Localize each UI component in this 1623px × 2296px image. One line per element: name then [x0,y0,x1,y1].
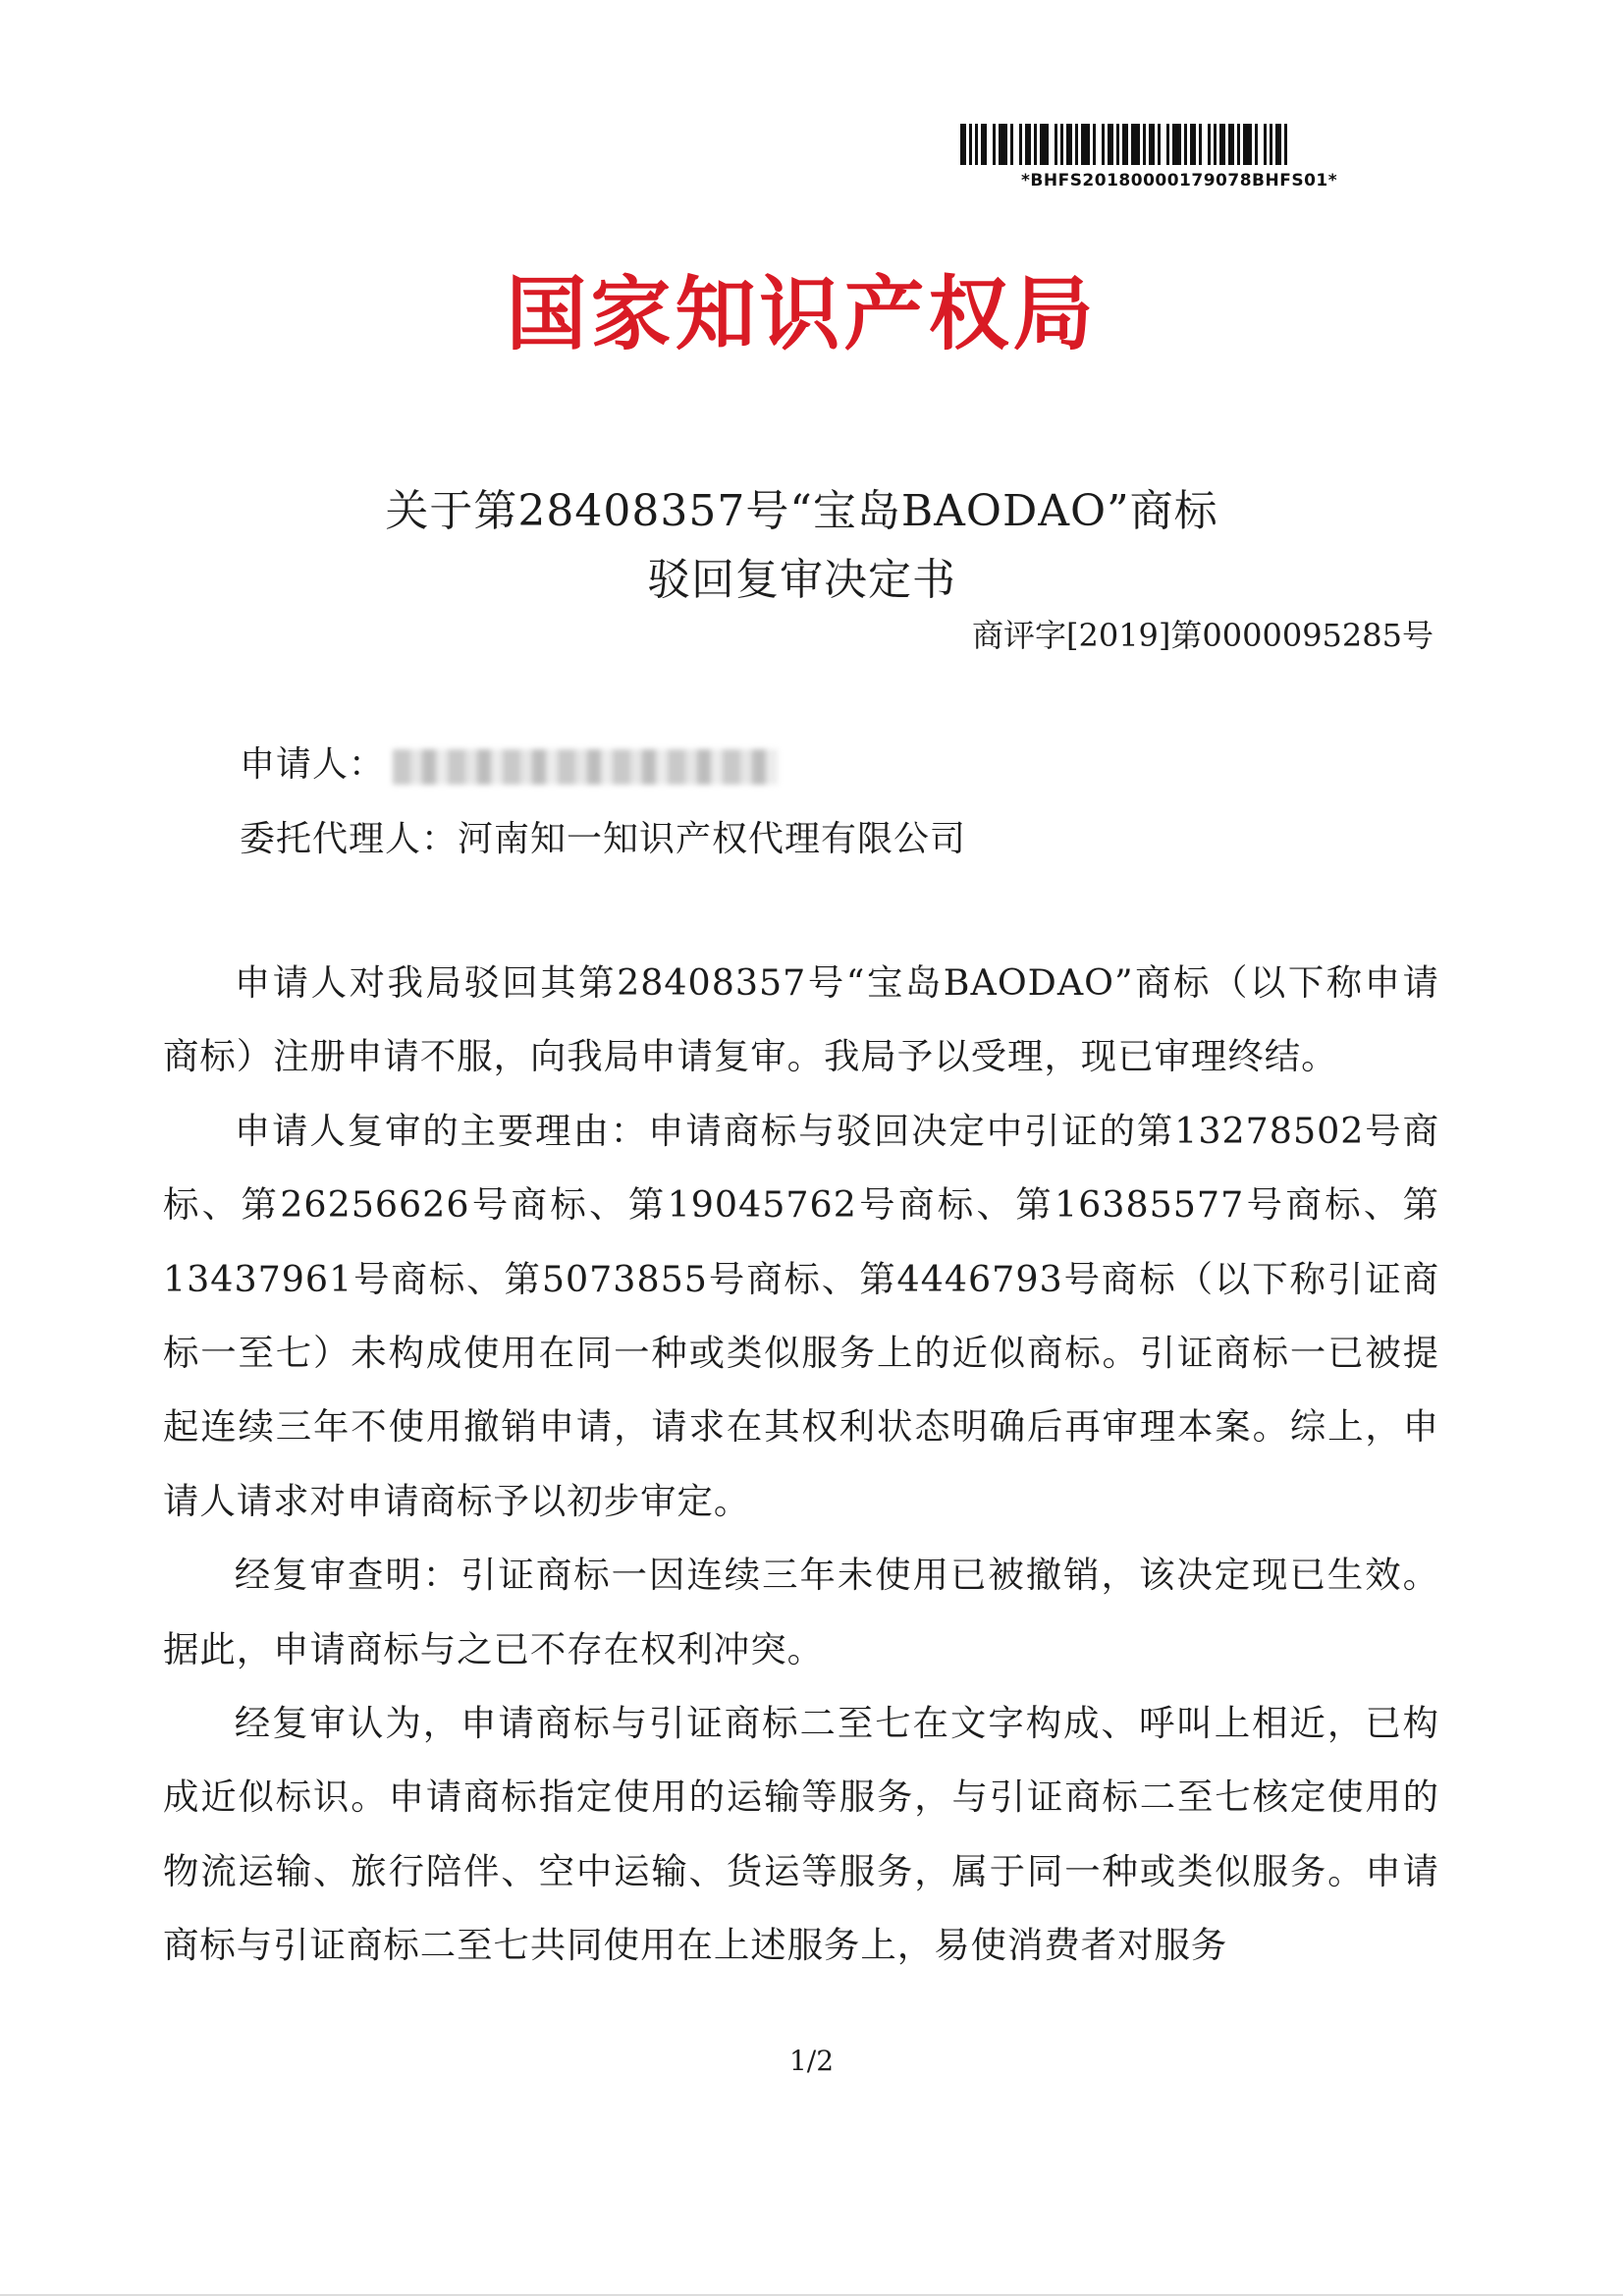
paragraph: 申请人对我局驳回其第28408357号“宝岛BAODAO”商标（以下称申请商标）注册申请不服，向我局申请复审。我局予以受理，现已审理终结。 [163,961,1439,1078]
applicant-name-redacted [393,749,778,785]
barcode-bar [1243,124,1252,165]
paragraph: 经复审认为，申请商标与引证商标二至七在文字构成、呼叫上相近，已构成近似标识。申请商标指定使用的运输等服务，与引证商标二至七核定使用的物流运输、旅行陪伴、空中运输、货运等服务，属于同一种或类似服务。申请商标与引证商标二至七共同使用在上述服务上，易使消费者对服务 [163,1702,1439,1967]
document-title-line1: 关于第28408357号“宝岛BAODAO”商标 [385,486,1218,536]
agent-row [240,811,966,861]
barcode-bar [999,124,1007,165]
barcode-bar [1081,124,1090,165]
organization-name: 国家知识产权局 [506,268,1098,361]
document-number: 商评字[2019]第0000095285号 [971,617,1434,654]
barcode-bar [1131,124,1140,165]
paragraph: 申请人复审的主要理由：申请商标与驳回决定中引证的第13278502号商标、第26256626号商标、第19045762号商标、第16385577号商标、第13437961号商标、第5073855号商标、第4446793号商标（以下称引证商标一至七）未构成使用在同一种或类似服务上的近似商标。引证商标一已被提起连续三年不使用撤销申请，请求在其权利状态明确后再审理本案。综上，申请人请求对申请商标予以初步审定。 [163,1109,1439,1522]
page-number: 1/2 [788,2045,835,2077]
barcode-text: *BHFS20180000179078BHFS01* [1021,171,1338,191]
agent-label: 委托代理人： [240,819,459,859]
barcode-bar [1040,124,1049,165]
document-title-line2: 驳回复审决定书 [647,555,956,605]
barcode-bars [960,124,1380,165]
paragraph: 经复审查明：引证商标一因连续三年未使用已被撤销，该决定现已生效。据此，申请商标与之已不存在权利冲突。 [163,1554,1439,1670]
applicant-label: 申请人： [240,744,386,785]
barcode [960,124,1380,191]
agent-name: 河南知一知识产权代理有限公司 [458,819,967,859]
decision-body [163,946,1439,1983]
applicant-row [240,737,778,787]
barcode-bar [1172,124,1181,165]
barcode-gap [1287,124,1290,165]
